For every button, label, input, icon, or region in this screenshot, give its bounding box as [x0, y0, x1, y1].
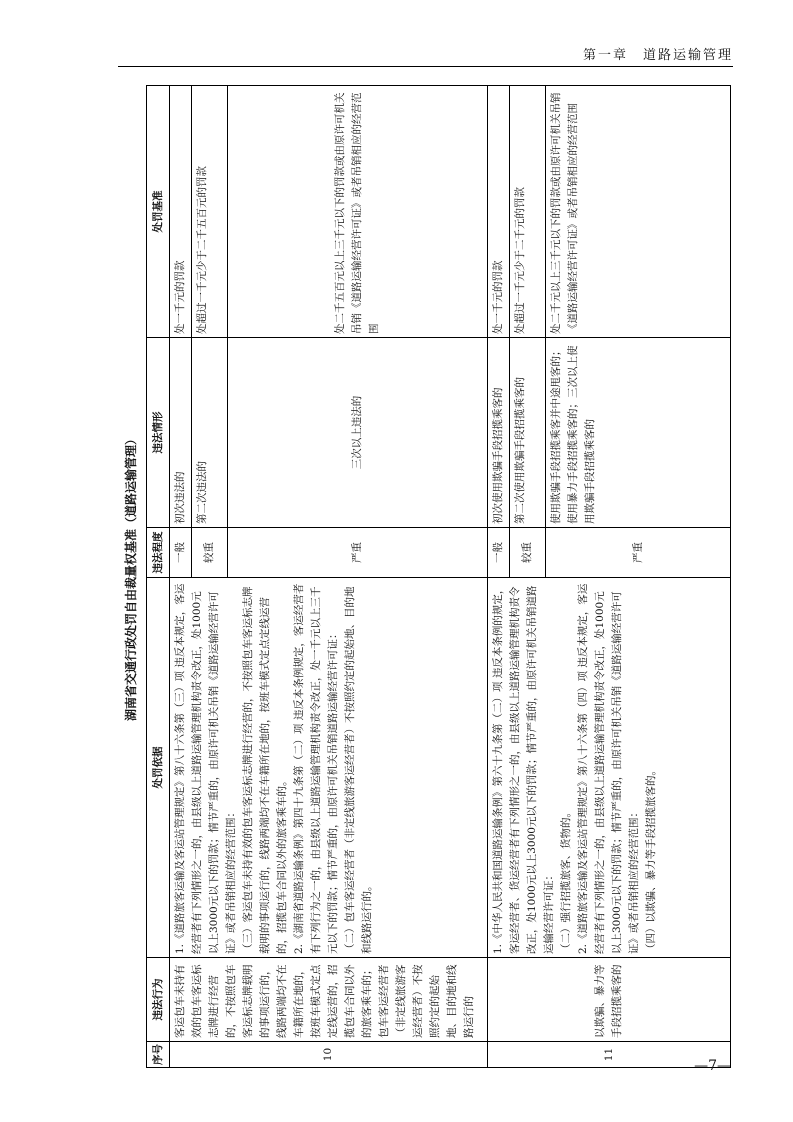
situation-cell: 第二次违法的: [192, 338, 228, 528]
standard-cell: 处一千元的罚款: [170, 86, 192, 338]
violation-act: 客运包车未持有效的包车客运标志牌进行经营的，不按照包车客运标志牌载明的事项运行的，线路两端均不在车籍所在地的，按班车模式定点定线运营的，招揽包车合同以外的旅客乘车的；包车客运经营者（非定线旅游客运经营者）不按照约定的起始地、目的地和线路运行的: [170, 958, 488, 1042]
col-header-no: 序号: [147, 1042, 170, 1068]
penalty-table: [146, 85, 731, 1068]
col-header-standard: 处罚基准: [147, 86, 170, 338]
basis-paragraph: （四）以欺骗、暴力等手段招揽旅客的。: [645, 765, 657, 954]
col-header-degree: 违法程度: [147, 528, 170, 578]
standard-cell: 处一千元的罚款: [488, 86, 510, 338]
basis-paragraph: （三）客运包车未持有效的包车客运标志牌进行经营的，不按照包车客运标志牌载明的事项运行的，线路两端均不在车籍所在地的，按班车模式定点定线运营的，招揽包车合同以外的旅客乘车的。: [242, 586, 288, 954]
header-rule: [118, 66, 733, 67]
situation-cell: 第二次使用欺骗手段招揽乘客的: [510, 338, 546, 528]
rotated-table: [118, 86, 733, 1068]
basis-paragraph: 2.《道路旅客运输及客运站管理规定》第八十六条第（四）项 违反本规定，客运经营者有下列情形之一的，由县级以上道路运输管理机构责令改正，处1000元以上3000元以下的罚款；情节严重的，由原许可机关吊销《道路运输经营许可证》或者吊销相应的经营范围：: [577, 583, 640, 954]
row-number: 10: [170, 1042, 488, 1068]
situation-cell: 初次使用欺骗手段招揽乘客的: [488, 338, 510, 528]
standard-cell: 处二千元以上三千元以下的罚款或由原许可机关吊销《道路运输经营许可证》或者吊销相应的经营范围: [546, 86, 731, 338]
table-row: [170, 86, 192, 1068]
basis-paragraph: （二）强行招揽旅客、货物的。: [560, 807, 572, 954]
situation-cell: 使用欺骗手段招揽乘客并中途甩客的；使用暴力手段招揽乘客的；三次以上使用欺骗手段招揽乘客的: [546, 338, 731, 528]
standard-cell: 处超过一千元少于二千五百元的罚款: [192, 86, 228, 338]
penalty-basis: [170, 578, 488, 958]
situation-cell: 三次以上违法的: [228, 338, 488, 528]
table-header-row: [147, 86, 170, 1068]
basis-paragraph: 2.《湖南省道路运输条例》第四十九条第（二）项 违反本条例规定，客运经营者有下列行为之一的，由县级以上道路运输管理机构责令改正，处一千元以上三千元以下的罚款；情节严重的，由原许可机关吊销道路运输经营许可证：: [293, 583, 339, 954]
page-number: —7—: [694, 1058, 731, 1074]
degree-cell: 一般: [170, 528, 192, 578]
degree-cell: 严重: [546, 528, 731, 578]
degree-cell: 较重: [510, 528, 546, 578]
table-title: 湖南省交通行政处罚自由裁量权基准（道路运输管理）: [124, 433, 138, 722]
penalty-basis: [488, 578, 731, 958]
degree-cell: 较重: [192, 528, 228, 578]
standard-cell: 处超过一千元少于二千元的罚款: [510, 86, 546, 338]
col-header-act: 违法行为: [147, 958, 170, 1042]
basis-paragraph: （二）包车客运经营者（非定线旅游客运经营者）不按照约定的起始地、目的地和线路运行的。: [344, 586, 373, 954]
violation-act: 以欺骗、暴力等手段招揽乘客的: [488, 958, 731, 1042]
col-header-basis: 处罚依据: [147, 578, 170, 958]
basis-paragraph: 1.《道路旅客运输及客运站管理规定》第八十六条第（三）项 违反本规定，客运经营者有下列情形之一的，由县级以上道路运输管理机构责令改正，处1000元以上3000元以下的罚款；情节严重的，由原许可机关吊销《道路运输经营许可证》或者吊销相应的经营范围：: [174, 583, 237, 954]
col-header-situation: 违法情形: [147, 338, 170, 528]
degree-cell: 严重: [228, 528, 488, 578]
running-head: 第一章 道路运输管理: [582, 48, 733, 63]
situation-cell: 初次违法的: [170, 338, 192, 528]
standard-cell: 处二千五百元以上三千元以下的罚款或由原许可机关吊销《道路运输经营许可证》或者吊销相应的经营范围: [228, 86, 488, 338]
rotated-table-area: [118, 86, 733, 1068]
table-row: [488, 86, 510, 1068]
degree-cell: 一般: [488, 528, 510, 578]
row-number: 11: [488, 1042, 731, 1068]
basis-paragraph: 1.《中华人民共和国道路运输条例》第六十九条第（二）项 违反本条例的规定，客运经营者、货运经营者有下列情形之一的，由县级以上道路运输管理机构责令改正，处1000元以上3000元以下的罚款；情节严重的，由原许可机关吊销道路运输经营许可证：: [492, 583, 555, 954]
